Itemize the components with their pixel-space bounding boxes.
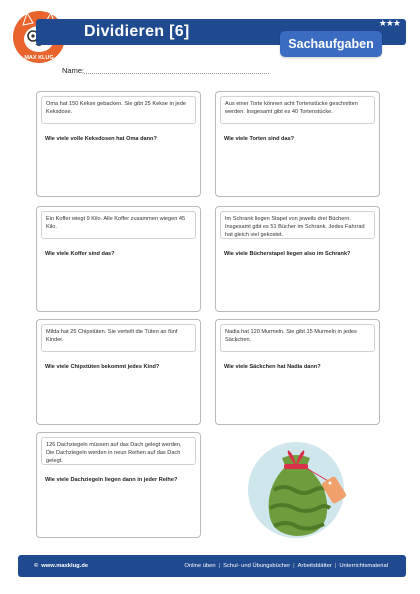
sack-illustration [244,430,360,546]
footer-links [184,563,388,569]
name-line[interactable] [84,73,269,74]
task-card [215,206,380,312]
task-question: Wie viele Torten sind das? [224,136,295,142]
task-card [36,206,201,312]
footer-link[interactable]: Schul- und Übungsbücher [223,563,291,569]
category-badge: Sachaufgaben [280,31,382,57]
footer-url-text: www.maxklug.de [41,563,89,569]
footer-separator: | [218,563,221,569]
task-card [215,319,380,425]
task-card [36,91,201,197]
footer-link[interactable]: Online üben [184,563,216,569]
task-text: Im Schrank liegen Stapel von jeweils drei Büchern. Insgesamt gibt es 51 Bücher im Schrank. Jedes Fahrrad hat gleich viel gekostet. [220,211,375,239]
task-text: Oma hat 150 Kekse gebacken. Sie gibt 25 Kekse in jede Keksdose. [41,96,196,124]
task-text: Ein Koffer wiegt 9 Kilo. Alle Koffer zusammen wiegen 45 Kilo. [41,211,196,239]
copyright-icon: © [34,563,39,569]
footer-link[interactable]: Arbeitsblätter [297,563,332,569]
task-question: Wie viele Säckchen hat Nadia dann? [224,364,321,370]
task-question: Wie viele Dachziegeln liegen dann in jeder Reihe? [45,477,178,483]
difficulty-stars: ★★★ [378,18,400,28]
footer-url[interactable] [34,563,88,569]
task-text: 126 Dachziegeln müssen auf das Dach gelegt werden. Die Dachziegeln werden in neun Reihen auf das Dach gelegt. [41,437,196,465]
footer-separator: | [334,563,337,569]
footer-bar [18,555,406,577]
task-text: Milda hat 25 Chipstüten. Sie verteilt die Tüten an fünf Kinder. [41,324,196,352]
task-text: Aus einer Torte können acht Tortenstücke geschnitten werden. Insgesamt gibt es 40 Tortenstücke. [220,96,375,124]
logo-text: MAX KLUG [24,55,54,61]
task-question: Wie viele volle Keksdosen hat Oma dann? [45,136,157,142]
footer-link[interactable]: Unterrichtsmaterial [339,563,388,569]
task-card [36,432,201,538]
task-question: Wie viele Koffer sind das? [45,251,115,257]
task-question: Wie viele Chipstüten bekommt jedes Kind? [45,364,160,370]
page-title: Dividieren [6] [84,23,190,40]
task-text: Nadia hat 120 Murmeln. Sie gibt 15 Murmeln in jedes Säckchen. [220,324,375,352]
task-card [36,319,201,425]
task-card [215,91,380,197]
footer-separator: | [293,563,295,569]
task-question: Wie viele Bücherstapel liegen also im Schrank? [224,251,351,257]
name-label: Name: [62,66,85,75]
